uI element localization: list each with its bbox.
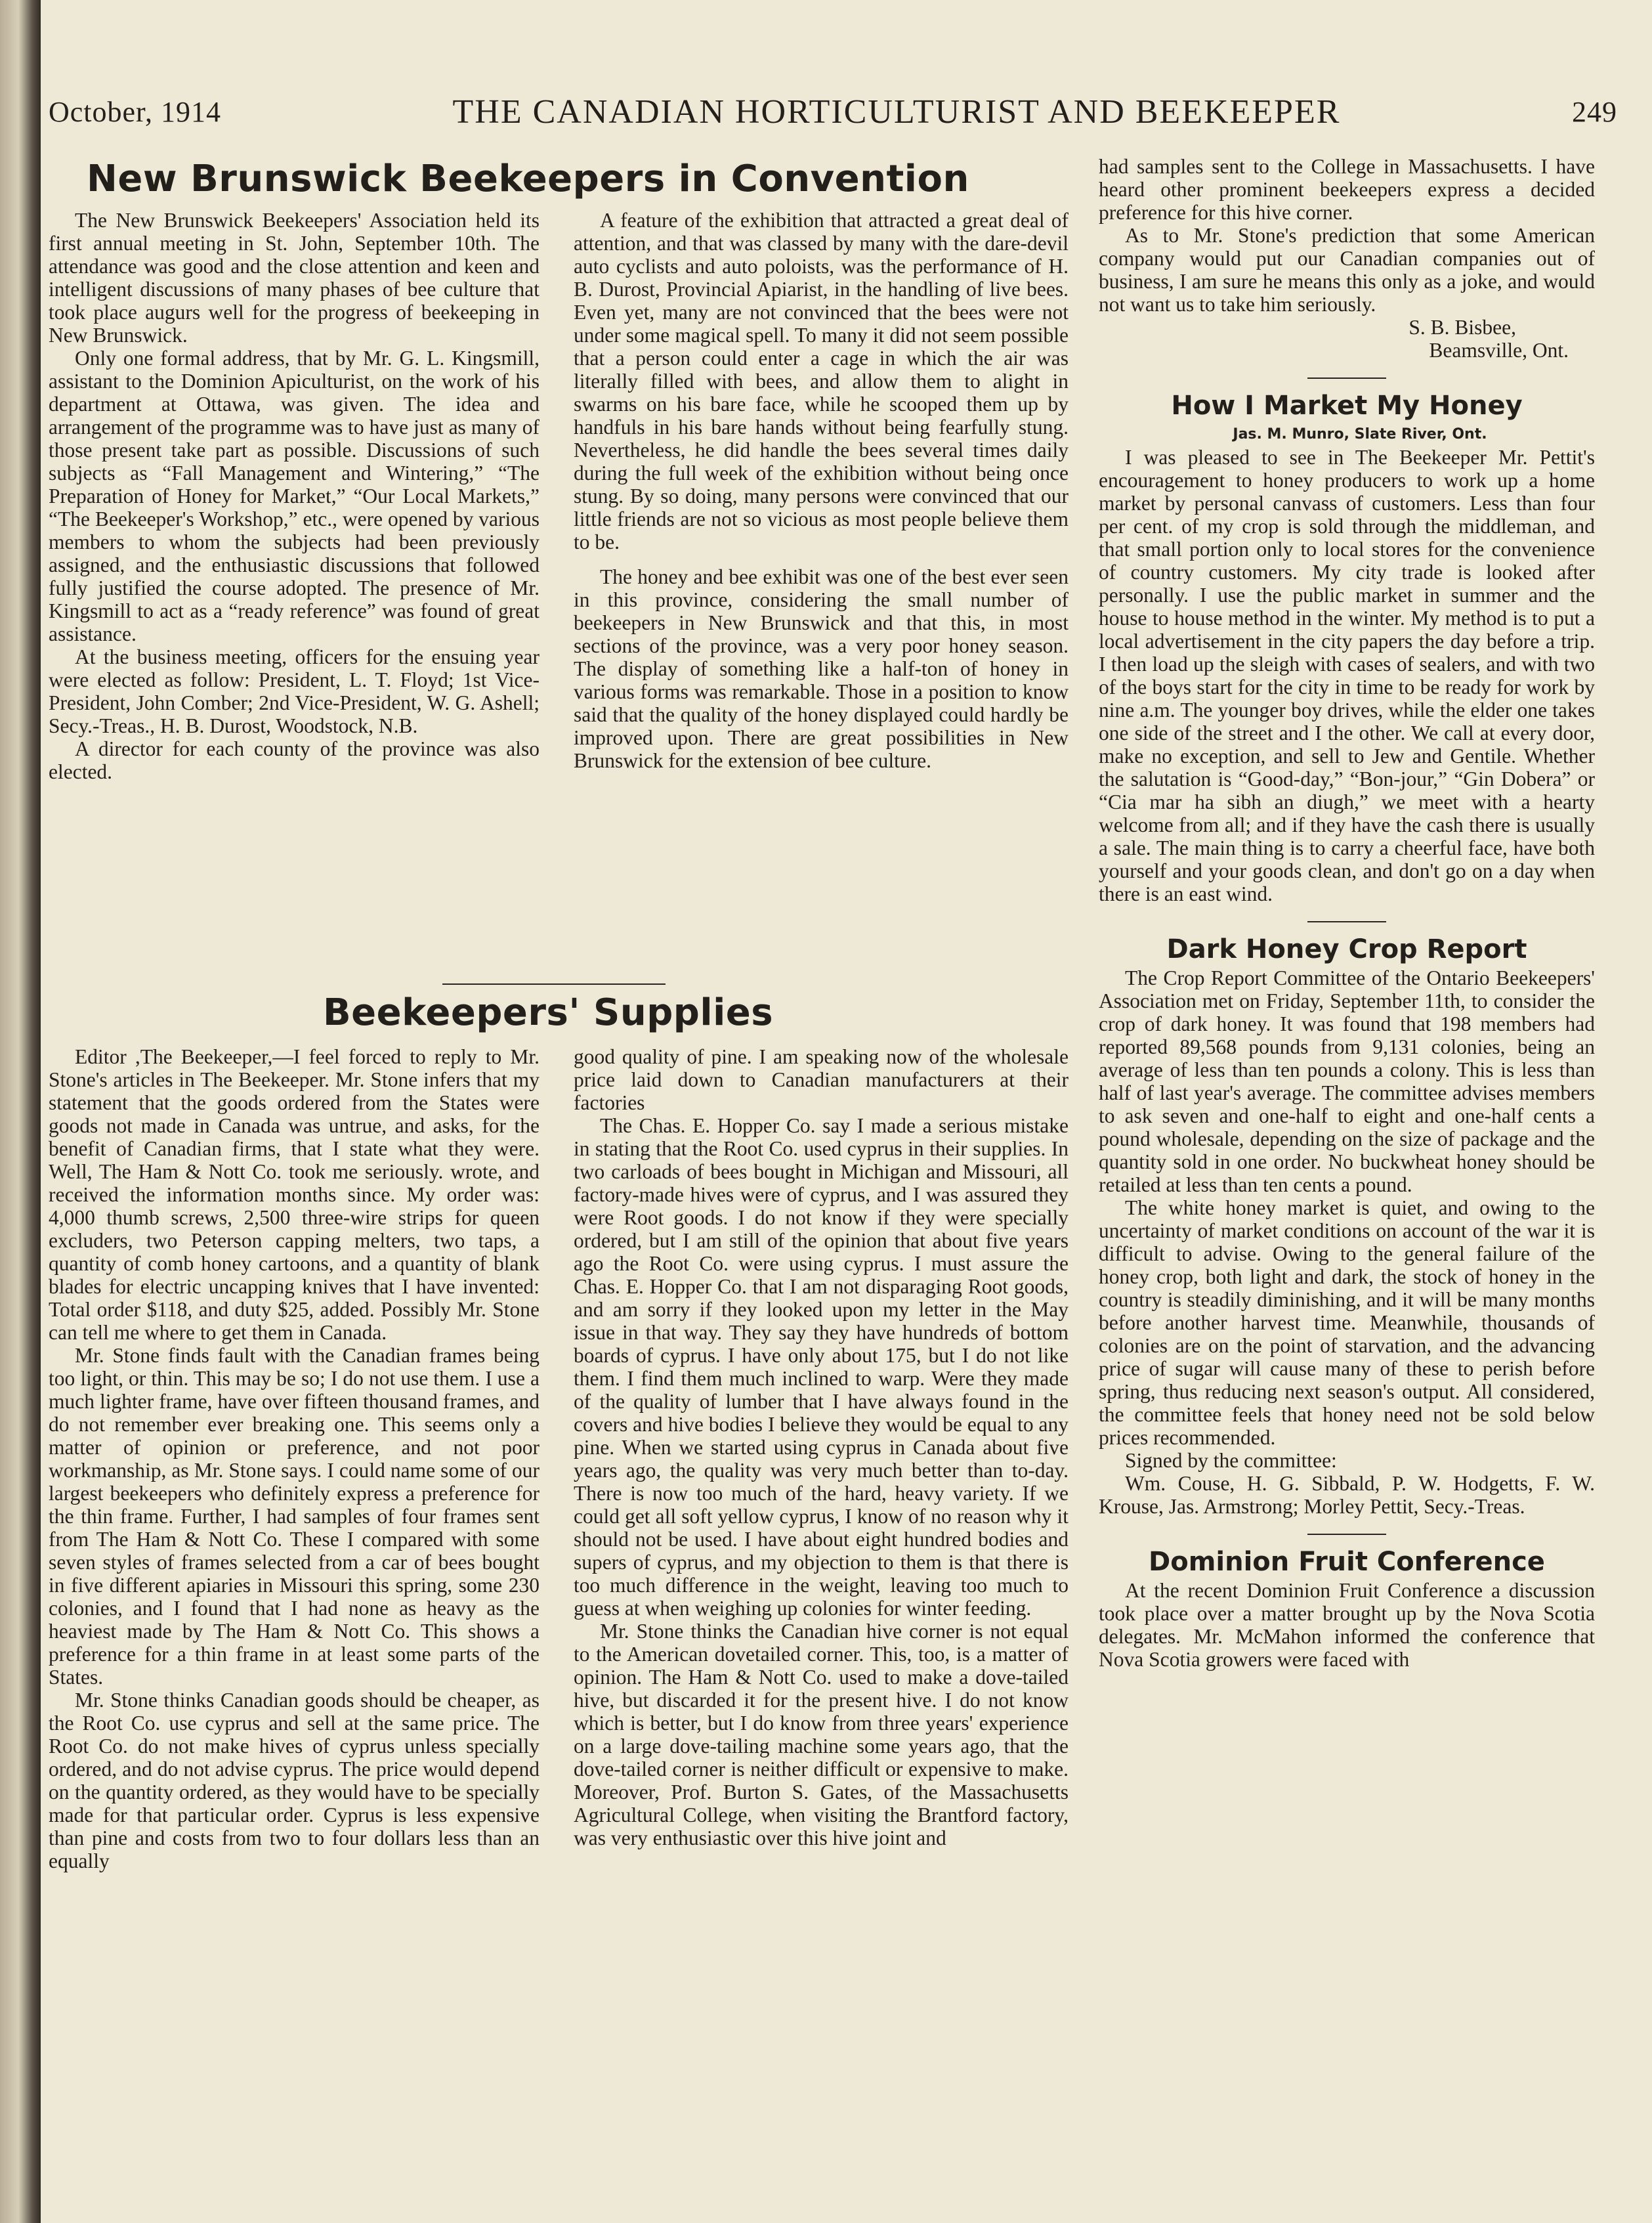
article-headline-dominion-fruit: Dominion Fruit Conference [1149, 1547, 1545, 1577]
paragraph: As to Mr. Stone's prediction that some American company would put our Canadian companies out of business, I am sure he means this only as a joke, and would not want us to take him seriously. [1099, 224, 1595, 316]
section-divider [1307, 1534, 1386, 1535]
paragraph: The Chas. E. Hopper Co. say I made a serious mistake in stating that the Root Co. used cyprus in their supplies. In two carloads of bees bought in Michigan and Missouri, all factory-made hives were of cyprus, and I was assured they were Root goods. I do not know if they were specially ordered, but I am still of the opinion that about five years ago the Root Co. were using cyprus. I must assure the Chas. E. Hopper Co. that I am not disparaging Root goods, and am sorry if they looked upon my letter in the May issue in that way. They say they have hundreds of bottom boards of cyprus. I have only about 175, but I do not like them. I find them much inclined to warp. Were they made of the quality of lumber that I have always found in the covers and hive bodies I believe they would be equal to any pine. When we started using cyprus in Canada about five years ago, the quality was very much better than to-day. There is now too much of the hard, heavy variety. If we could get all soft yellow cyprus, I know of no reason why it should not be used. I have about eight hundred bodies and supers of cyprus, and my objection to them is that there is too much difference in the weight, leaving too much to guess at when weighing up colonies for winter feeding. [574, 1114, 1069, 1620]
article-headline-how-i-market: How I Market My Honey [1171, 391, 1523, 421]
magazine-title: THE CANADIAN HORTICULTURIST AND BEEKEEPER [452, 93, 1341, 131]
article1-column-2 [574, 209, 1069, 983]
paragraph: good quality of pine. I am speaking now of the wholesale price laid down to Canadian manufacturers at their factories [574, 1045, 1069, 1114]
paragraph: At the business meeting, officers for the ensuing year were elected as follow: President, L. T. Floyd; 1st Vice-President, John Comber; 2nd Vice-President, W. G. Ashell; Secy.-Treas., H. B. Durost, Woodstock, N.B. [49, 645, 540, 737]
paragraph: Mr. Stone thinks the Canadian hive corner is not equal to the American dovetailed corner. This, too, is a matter of opinion. The Ham & Nott Co. used to make a dove-tailed hive, but discarded it for the present hive. I do not know which is better, but I do know from three years' experience on a large dove-tailing machine some years ago, that the dove-tailed corner is neither difficult or expensive to make. Moreover, Prof. Burton S. Gates, of the Massachusetts Agricultural College, when visiting the Brantford factory, was very enthusiastic over this hive joint and [574, 1620, 1069, 1849]
paragraph: The New Brunswick Beekeepers' Association held its first annual meeting in St. John, September 10th. The attendance was good and the close attention and keen and intelligent discussions of many phases of bee culture that took place augurs well for the progress of beekeeping in New Brunswick. [49, 209, 540, 347]
signature-place: Beamsville, Ont. [1429, 339, 1569, 362]
section-divider [1307, 921, 1386, 922]
issue-date: October, 1914 [49, 95, 221, 128]
paragraph: The Crop Report Committee of the Ontario Beekeepers' Association met on Friday, September 11th, to consider the crop of dark honey. It was found that 198 members had reported 89,568 pounds from 9,131 colonies, being an average of less than ten pounds a colony. This is less than half of last year's average. The committee advises members to ask seven and one-half to eight and one-half cents a pound wholesale, depending on the size of package and the quantity sold in one order. No buckwheat honey should be retailed at less than ten cents a pound. [1099, 966, 1595, 1196]
page-number: 249 [1572, 95, 1617, 128]
article2-column-2 [574, 1045, 1069, 2194]
magazine-page [41, 0, 1652, 2223]
paragraph: The white honey market is quiet, and owing to the uncertainty of market conditions on account of the war it is difficult to advise. Owing to the general failure of the honey crop, both light and dark, the stock of honey in the country is steadily diminishing, and it will be many months before another harvest time. Meanwhile, thousands of colonies are on the point of starvation, and the advancing price of sugar will cause many of these to perish before spring, thus reducing next season's output. All considered, the committee feels that honey need not be sold below prices recommended. [1099, 1196, 1595, 1449]
article-headline-beekeepers-supplies: Beekeepers' Supplies [323, 991, 774, 1034]
paragraph: Mr. Stone finds fault with the Canadian frames being too light, or thin. This may be so; I do not use them. I use a much lighter frame, have over fifteen thousand frames, and do not remember ever breaking one. This seems only a matter of opinion or preference, and not poor workmanship, as Mr. Stone says. I could name some of our largest beekeepers who definitely express a preference for the thin frame. Further, I had samples of four frames sent from The Ham & Nott Co. These I compared with some seven styles of frames selected from a car of bees bought in five different apiaries in Missouri this spring, some 230 colonies, and I found that I had none as heavy as the heaviest made by The Ham & Nott Co. This shows a preference for a thin frame in at least some parts of the States. [49, 1344, 540, 1689]
paragraph: At the recent Dominion Fruit Conference a discussion took place over a matter brought up by the Nova Scotia delegates. Mr. McMahon informed the conference that Nova Scotia growers were faced with [1099, 1579, 1595, 1671]
paragraph: Wm. Couse, H. G. Sibbald, P. W. Hodgetts, F. W. Krouse, Jas. Armstrong; Morley Pettit, Secy.-Treas. [1099, 1472, 1595, 1518]
paragraph: Only one formal address, that by Mr. G. L. Kingsmill, assistant to the Dominion Apiculturist, on the work of his department at Ottawa, was given. The idea and arrangement of the programme was to have just as many of those present take part as possible. Discussions of such subjects as “Fall Management and Wintering,” “The Preparation of Honey for Market,” “Our Local Markets,” “The Beekeeper's Workshop,” etc., were opened by various members to whom the subjects had been previously assigned, and the enthusiastic discussions that followed fully justified the course adopted. The presence of Mr. Kingsmill to act as a “ready reference” was found of great assistance. [49, 347, 540, 645]
paragraph: A feature of the exhibition that attracted a great deal of attention, and that was classed by many with the dare-devil auto cyclists and auto poloists, was the performance of H. B. Durost, Provincial Apiarist, in the handling of live bees. Even yet, many are not convinced that the bees were not under some magical spell. To many it did not seem possible that a person could enter a cage in which the air was literally filled with bees, and allow them to alight in swarms on his bare face, while he scooped them up by handfuls in his bare hands without being fearfully stung. Nevertheless, he did handle the bees several times daily during the full week of the exhibition without being once stung. By so doing, many persons were convinced that our little friends are not so vicious as most people believe them to be. [574, 209, 1069, 553]
paragraph: The honey and bee exhibit was one of the best ever seen in this province, considering the small number of beekeepers in New Brunswick and that this, in most sections of the province, was a very poor honey season. The display of something like a half-ton of honey in various forms was remarkable. Those in a position to know said that the quality of the honey displayed could hardly be improved upon. There are great possibilities in New Brunswick for the extension of bee culture. [574, 565, 1069, 772]
article2-column-1 [49, 1045, 540, 2194]
section-divider [442, 983, 666, 985]
author-byline: Jas. M. Munro, Slate River, Ont. [1233, 426, 1487, 442]
signature-name: S. B. Bisbee, [1408, 316, 1516, 339]
paragraph: Editor ,The Beekeeper,—I feel forced to reply to Mr. Stone's articles in The Beekeeper. Mr. Stone infers that my statement that the goods ordered from the States were goods not made in Canada was untrue, and asks, for the benefit of Canadian firms, that I state what they were. Well, The Ham & Nott Co. took me seriously. wrote, and received the information months since. My order was: 4,000 thumb screws, 2,500 three-wire strips for queen excluders, two Peterson capping melters, two taps, a quantity of comb honey cartoons, and a quantity of blank blades for electric uncapping knives that I have invented: Total order $118, and duty $25, added. Possibly Mr. Stone can tell me where to get them in Canada. [49, 1045, 540, 1344]
article1-column-1 [49, 209, 540, 983]
paragraph: Signed by the committee: [1125, 1449, 1337, 1472]
running-header [49, 84, 1617, 139]
paragraph: I was pleased to see in The Beekeeper Mr. Pettit's encouragement to honey producers to work up a home market by personal canvass of customers. Less than four per cent. of my crop is sold through the middleman, and that small portion only to local stores for the convenience of country customers. My city trade is looked after personally. I use the public market in summer and the house to house method in the winter. My method is to put a local advertisement in the city papers the day before a trip. I then load up the sleigh with cases of sealers, and with two of the boys start for the city in time to be ready for work by nine a.m. The younger boy drives, while the elder one takes one side of the street and I the other. We call at every door, make no exception, and sell to Jew and Gentile. Whether the salutation is “Good-day,” “Bon-jour,” “Gin Dobera” or “Cia mar ha sibh an diugh,” we meet with a hearty welcome from all; and if they have the cash there is usually a sale. The main thing is to carry a cheerful face, have both yourself and your goods clean, and don't go on a day when there is an east wind. [1099, 446, 1595, 905]
article-headline-dark-honey: Dark Honey Crop Report [1166, 934, 1527, 964]
article-headline-new-brunswick: New Brunswick Beekeepers in Convention [87, 158, 969, 200]
paragraph: had samples sent to the College in Massachusetts. I have heard other prominent beekeepers express a decided preference for this hive corner. [1099, 155, 1595, 224]
section-divider [1307, 378, 1386, 379]
paragraph: Mr. Stone thinks Canadian goods should be cheaper, as the Root Co. use cyprus and sell at the same price. The Root Co. do not make hives of cyprus unless specially ordered, and do not advise cyprus. The price would depend on the quantity ordered, as they would have to be specially made for that particular order. Cyprus is less expensive than pine and costs from two to four dollars less than an equally [49, 1689, 540, 1872]
paragraph: A director for each county of the province was also elected. [49, 737, 540, 783]
right-column [1099, 155, 1595, 2190]
book-binding-edge [0, 0, 41, 2223]
